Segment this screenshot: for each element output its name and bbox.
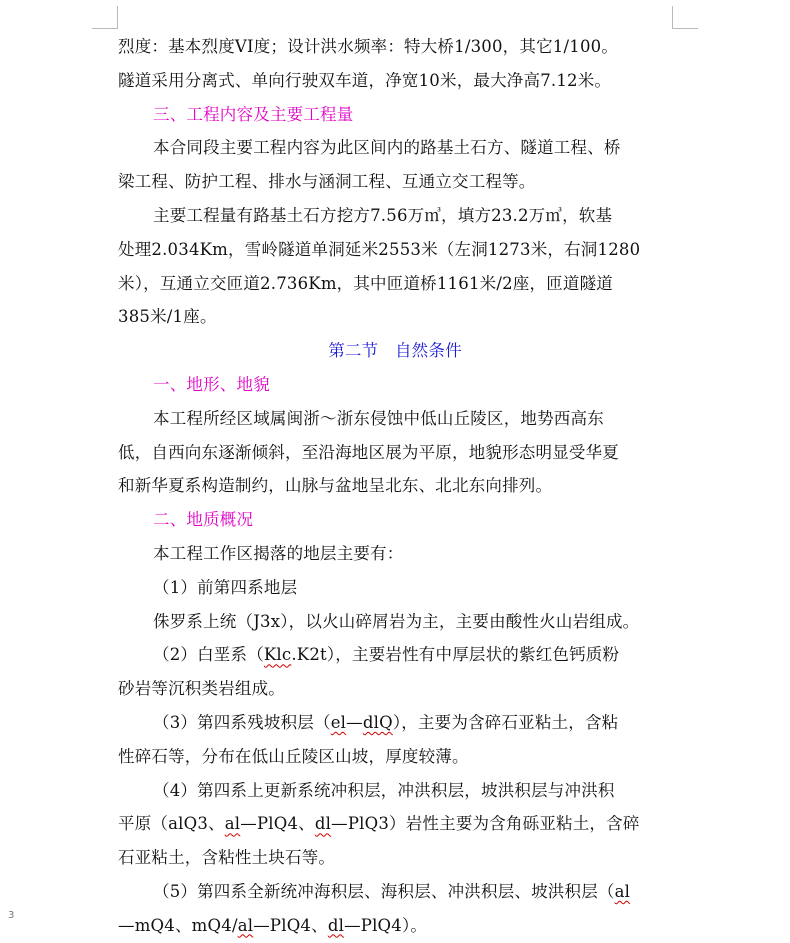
text-line [118, 537, 672, 571]
text-run: 砂岩等沉积类岩组成。 [118, 679, 285, 699]
text-line [118, 436, 672, 470]
text-run: 一、地形、地貌 [153, 374, 270, 394]
text-line [118, 131, 672, 165]
text-line [118, 774, 672, 808]
text-run: — [346, 712, 363, 732]
text-line [118, 267, 672, 301]
text-line [118, 807, 672, 841]
text-line [118, 402, 672, 436]
spellcheck-word: al [224, 814, 241, 834]
text-line [118, 199, 672, 233]
spellcheck-word: el [330, 712, 347, 732]
text-line [118, 300, 672, 334]
text-line [118, 605, 672, 639]
text-line [118, 841, 672, 875]
text-run: 平原（alQ3、 [118, 814, 225, 834]
text-run: 本工程工作区揭落的地层主要有： [153, 543, 404, 563]
text-run: 低，自西向东逐渐倾斜，至沿海地区展为平原，地貌形态明显受华夏 [118, 442, 619, 462]
text-run: （3）第四系残坡积层（ [153, 712, 331, 732]
text-run: —PlQ3）岩性主要为含角砾亚粘土，含碎 [331, 814, 640, 834]
text-line [118, 64, 672, 98]
text-run: 本工程所经区域属闽浙～浙东侵蚀中低山丘陵区，地势西高东 [153, 408, 604, 428]
text-line [118, 571, 672, 605]
text-line [118, 638, 672, 672]
text-run: 性碎石等，分布在低山丘陵区山坡，厚度较薄。 [118, 746, 469, 766]
crop-mark-top-right-h [672, 28, 698, 29]
text-line [118, 30, 672, 64]
text-run: 三、工程内容及主要工程量 [153, 104, 354, 124]
text-run: 石亚粘土，含粘性土块石等。 [118, 848, 336, 868]
crop-mark-top-left-v [117, 6, 118, 29]
text-line [118, 469, 672, 503]
text-line [118, 233, 672, 267]
crop-mark-top-right-v [672, 6, 673, 29]
text-run: （5）第四系全新统冲海积层、海积层、冲洪积层、坡洪积层（ [153, 881, 615, 901]
text-run: 第二节 自然条件 [328, 341, 462, 361]
text-line [118, 706, 672, 740]
heading-project-content [118, 98, 672, 132]
heading-geology [118, 503, 672, 537]
text-run: —PlQ4）。 [344, 915, 428, 935]
text-line [118, 672, 672, 706]
spellcheck-word: dlQ [362, 712, 393, 732]
text-run: —mQ4、mQ4/ [118, 915, 238, 935]
text-run: 和新华夏系构造制约，山脉与盆地呈北东、北北东向排列。 [118, 476, 553, 496]
crop-mark-top-left-h [92, 28, 118, 29]
text-line [118, 875, 672, 909]
spellcheck-word: dl [314, 814, 332, 834]
text-run: 烈度：基本烈度VI度；设计洪水频率：特大桥1/300，其它1/100。 [118, 37, 619, 56]
text-run: 二、地质概况 [153, 510, 254, 530]
spellcheck-word: dl [327, 915, 345, 935]
text-run: —PlQ4、 [253, 915, 328, 935]
text-run: （2）白垩系（ [153, 645, 264, 665]
text-run: 隧道采用分离式、单向行驶双车道，净宽10米，最大净高7.12米。 [118, 70, 612, 90]
text-run: 侏罗系上统（J3x），以火山碎屑岩为主，主要由酸性火山岩组成。 [153, 611, 640, 631]
spellcheck-word: al [614, 881, 631, 901]
page-number: 3 [8, 910, 15, 921]
text-run: （1）前第四系地层 [153, 577, 298, 597]
spellcheck-word: al [237, 915, 254, 935]
text-run: （4）第四系上更新系统冲积层，冲洪积层，坡洪积层与冲洪积 [153, 780, 615, 800]
text-run: 米），互通立交匝道2.736Km，其中匝道桥1161米/2座，匝道隧道 [118, 273, 614, 293]
text-line [118, 740, 672, 774]
text-run: 385米/1座。 [118, 307, 217, 327]
text-run: 主要工程量有路基土石方挖方7.56万㎥，填方23.2万㎥，软基 [153, 205, 613, 225]
heading-terrain [118, 368, 672, 402]
text-line [118, 165, 672, 199]
text-run: —PlQ4、 [240, 814, 315, 834]
text-run: .K2t），主要岩性有中厚层状的紫红色钙质粉 [291, 645, 620, 665]
text-run: 本合同段主要工程内容为此区间内的路基土石方、隧道工程、桥 [153, 138, 621, 158]
text-run: 处理2.034Km，雪岭隧道单洞延米2553米（左洞1273米，右洞1280 [118, 239, 641, 259]
spellcheck-word: Klc [263, 645, 292, 665]
text-run: 梁工程、防护工程、排水与涵洞工程、互通立交工程等。 [118, 172, 536, 192]
document-page [118, 30, 672, 943]
text-run: ），主要为含碎石亚粘土，含粘 [392, 712, 619, 732]
text-line [118, 909, 672, 943]
section-title-natural-conditions [118, 334, 672, 368]
